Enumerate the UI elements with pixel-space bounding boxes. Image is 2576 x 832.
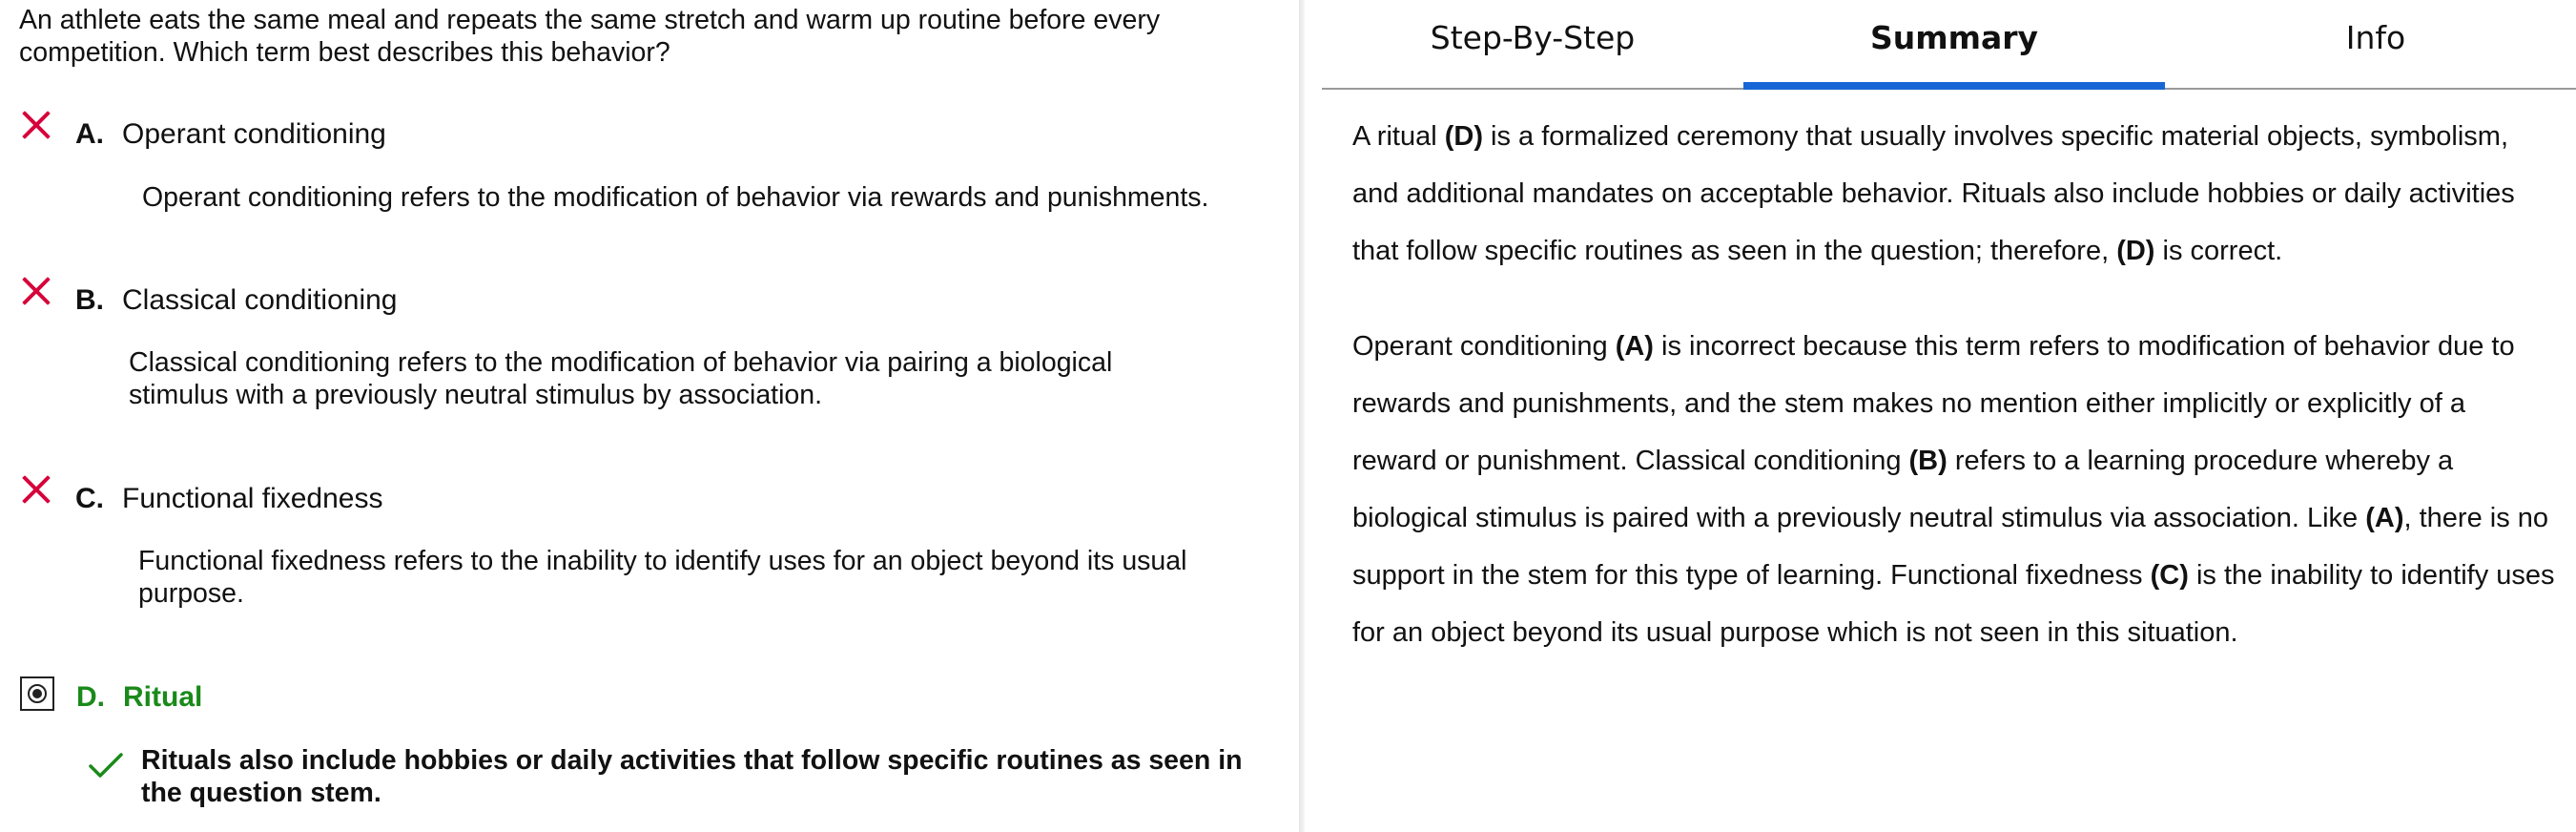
x-mark-icon xyxy=(21,276,52,306)
summary-paragraph-1 xyxy=(1352,108,2556,280)
checkmark-icon xyxy=(89,752,123,779)
summary-text-segment: (C) xyxy=(2150,560,2189,591)
tab-summary[interactable]: Summary xyxy=(1869,19,2039,56)
option-label: Ritual xyxy=(123,681,203,713)
summary-text-segment: is the inability to identify uses for an object beyond its usual purpose which is not seen in this situation. xyxy=(1352,560,2555,648)
summary-paragraph-2 xyxy=(1352,318,2556,661)
option-letter: B. xyxy=(75,284,104,316)
option-letter: A. xyxy=(75,118,104,150)
option-explanation: Rituals also include hobbies or daily activities that follow specific routines as seen in the question stem. xyxy=(141,745,1243,808)
summary-text-segment: is incorrect because this term refers to modification of behavior due to rewards and punishments, and the stem makes no mention either implicitly or explicitly of a reward or punishment. Classical conditioning xyxy=(1352,331,2515,476)
summary-text-segment: refers to a learning procedure whereby a biological stimulus is paired with a previously neutral stimulus via association. Like xyxy=(1352,446,2454,533)
tab-step-by-step[interactable]: Step-By-Step xyxy=(1430,19,1636,56)
summary-text-segment: (D) xyxy=(2116,236,2155,266)
option-explanation: Functional fixedness refers to the inability to identify uses for an object beyond its usual purpose. xyxy=(138,546,1187,609)
radio-selected-icon[interactable] xyxy=(20,676,54,711)
option-letter: D. xyxy=(76,681,105,713)
question-stem: An athlete eats the same meal and repeats the same stretch and warm up routine before every competition. Which term best describes this behavior? xyxy=(19,5,1161,68)
summary-text-segment: (B) xyxy=(1908,446,1947,476)
x-mark-icon xyxy=(21,474,52,505)
summary-text-segment: (D) xyxy=(1444,121,1483,152)
tab-info[interactable]: Info xyxy=(2345,19,2406,56)
summary-text-segment: (A) xyxy=(2365,503,2404,533)
summary-text-segment: is a formalized ceremony that usually involves specific material objects, symbolism, and additional mandates on acceptable behavior. Rituals also include hobbies or daily activities that follow specific routines as seen in the question; therefore, xyxy=(1352,121,2515,266)
x-mark-icon xyxy=(21,110,52,140)
summary-text-segment: , there is no support in the stem for this type of learning. Functional fixedness xyxy=(1352,503,2549,591)
summary-text-segment: A ritual xyxy=(1352,121,1445,152)
summary-text-segment: Operant conditioning xyxy=(1352,331,1616,362)
option-label: Functional fixedness xyxy=(122,483,383,514)
option-explanation: Classical conditioning refers to the modification of behavior via pairing a biological stimulus with a previously neutral stimulus by association. xyxy=(129,347,1113,410)
tab-bar xyxy=(1322,0,2576,90)
active-tab-indicator xyxy=(1743,82,2165,90)
summary-text-segment: is correct. xyxy=(2154,236,2283,266)
option-letter: C. xyxy=(75,483,104,514)
option-explanation: Operant conditioning refers to the modification of behavior via rewards and punishments. xyxy=(142,182,1209,213)
option-label: Classical conditioning xyxy=(122,284,398,316)
summary-text-segment: (A) xyxy=(1615,331,1654,362)
option-label: Operant conditioning xyxy=(122,118,386,150)
